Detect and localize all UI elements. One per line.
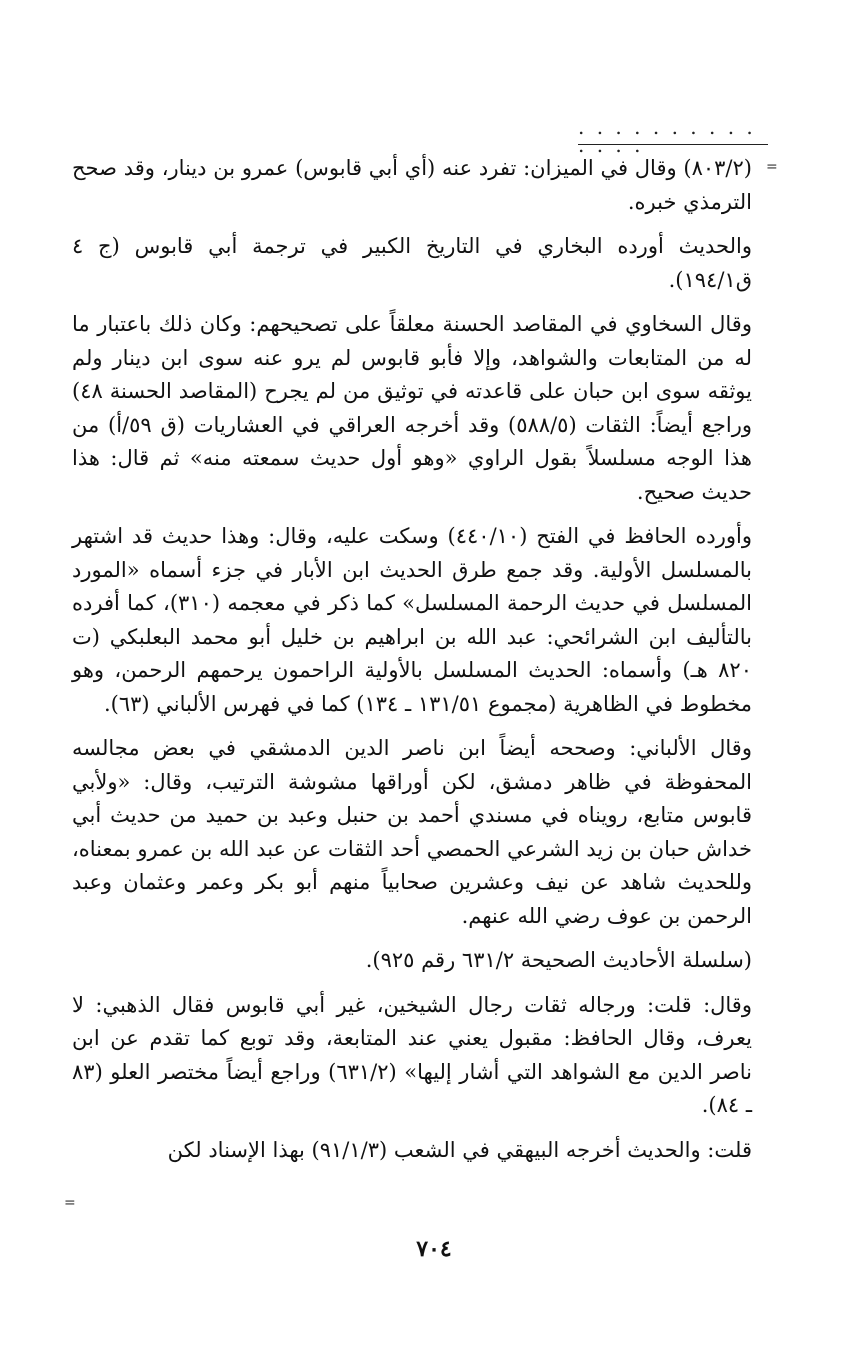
paragraph: (٨٠٣/٢) وقال في الميزان: تفرد عنه (أي أبي قابوس) عمرو بن دينار، وقد صحح الترمذي خبره. (72, 156, 752, 214)
citation-paragraph: (سلسلة الأحاديث الصحيحة ٦٣١/٢ رقم ٩٢٥). (365, 948, 752, 972)
paragraph: وقال السخاوي في المقاصد الحسنة معلقاً على تصحيحهم: وكان ذلك باعتبار ما له من المتابعات والشواهد، وإلا فأبو قابوس لم يرو عنه سوى ابن دينار ولم يوثقه سوى ابن حبان على قاعدته في توثيق من لم يجرح (المقاصد الحسنة ٤٨) وراجع أيضاً: الثقات (٥٨٨/٥) وقد أخرجه العراقي في العشاريات (ق ٥٩/أ) من هذا الوجه مسلسلاً بقول الراوي «وهو أول حديث سمعته منه» ثم قال: هذا حديث صحيح. (72, 312, 752, 504)
paragraph: والحديث أورده البخاري في التاريخ الكبير في ترجمة أبي قابوس (ج ٤ ق١٩٤/١). (72, 234, 752, 292)
footnote-separator (578, 115, 768, 157)
paragraph: وقال: قلت: ورجاله ثقات رجال الشيخين، غير أبي قابوس فقال الذهبي: لا يعرف، وقال الحافظ: مقبول يعني عند المتابعة، وقد توبع كما تقدم عن ابن ناصر الدين مع الشواهد التي أشار إليها» (٦٣١/٢) وراجع أيضاً مختصر العلو (٨٣ ـ ٨٤). (72, 992, 752, 1117)
dotted-ornament: . . . . . . . . . . . . . . (578, 115, 756, 157)
continuation-mark-bottom: = (64, 1195, 76, 1211)
paragraph: قلت: والحديث أخرجه البيهقي في الشعب (٩١/١/٣) بهذا الإسناد لكن (167, 1137, 752, 1162)
separator-line (578, 144, 768, 145)
footnote-text (72, 152, 752, 1178)
paragraph: وقال الألباني: وصححه أيضاً ابن ناصر الدين الدمشقي في بعض مجالسه المحفوظة في ظاهر دمشق، لكن أوراقها مشوشة الترتيب، وقال: «ولأبي قابوس متابع، رويناه في مسندي أحمد بن حنبل وعبد بن حميد من حديث أبي خداش حبان بن زيد الشرعي الحمصي أحد الثقات عن عبد الله بن عمرو بمعناه، وللحديث شاهد عن نيف وعشرين صحابياً منهم أبو بكر وعمر وعثمان وعبد الرحمن بن عوف رضي الله عنهم. (72, 736, 752, 928)
paragraph: وأورده الحافظ في الفتح (٤٤٠/١٠) وسكت عليه، وقال: وهذا حديث قد اشتهر بالمسلسل الأولية. وقد جمع طرق الحديث ابن الأبار في جزء أسماه «المورد المسلسل في حديث الرحمة المسلسل» كما ذكر في معجمه (٣١٠)، كما أفرده بالتأليف ابن الشرائحي: عبد الله بن ابراهيم بن خليل أبو محمد البعلبكي (ت ٨٢٠ هـ) وأسماه: الحديث المسلسل بالأولية الراحمون يرحمهم الرحمن، وهو مخطوط في الظاهرية (مجموع ١٣١/٥١ ـ ١٣٤) كما في فهرس الألباني (٦٣). (72, 524, 753, 716)
continuation-mark-top: = (766, 159, 778, 175)
page-number: ٧٠٤ (416, 1236, 452, 1262)
